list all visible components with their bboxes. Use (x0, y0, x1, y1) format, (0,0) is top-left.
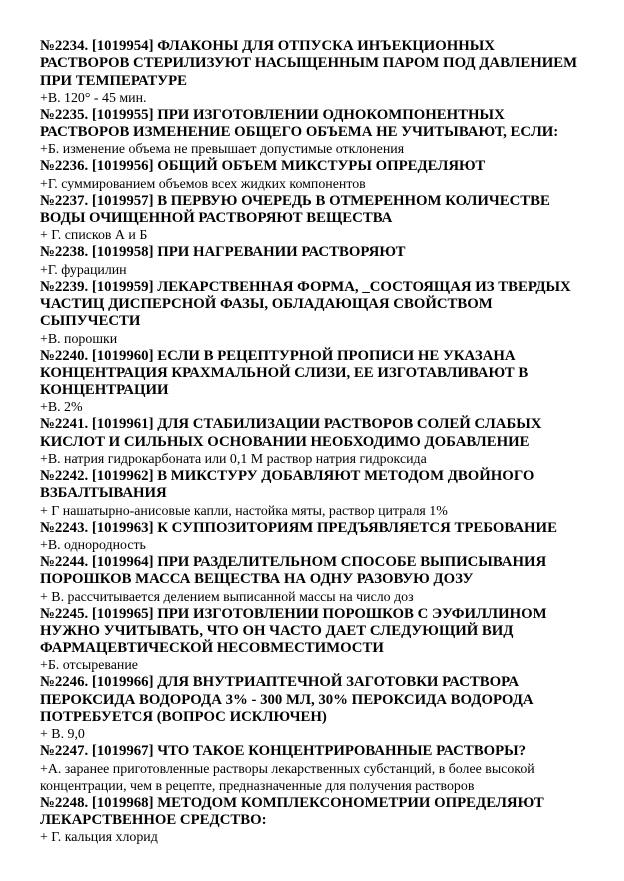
question-2241: №2241. [1019961] ДЛЯ СТАБИЛИЗАЦИИ РАСТВОРОВ СОЛЕЙ СЛАБЫХ КИСЛОТ И СИЛЬНЫХ ОСНОВАНИИ НЕОБХОДИМО ДОБАВЛЕНИЕ (40, 416, 546, 450)
question-2235: №2235. [1019955] ПРИ ИЗГОТОВЛЕНИИ ОДНОКОМПОНЕНТНЫХ РАСТВОРОВ ИЗМЕНЕНИЕ ОБЩЕГО ОБЪЕМА НЕ УЧИТЫВАЮТ, ЕСЛИ: (40, 106, 559, 141)
question-2236: №2236. [1019956] ОБЩИЙ ОБЪЕМ МИКСТУРЫ ОПРЕДЕЛЯЮТ (40, 158, 486, 175)
answer-2236: +Г. суммированием объемов всех жидких компонентов (40, 176, 366, 192)
question-2234: №2234. [1019954] ФЛАКОНЫ ДЛЯ ОТПУСКА ИНЪЕКЦИОННЫХ РАСТВОРОВ СТЕРИЛИЗУЮТ НАСЫЩЕННЫМ ПАРОМ ПОД ДАВЛЕНИЕМ ПРИ ТЕМПЕРАТУРЕ (40, 38, 581, 89)
answer-2240: +В. 2% (40, 400, 83, 416)
question-2247: №2247. [1019967] ЧТО ТАКОЕ КОНЦЕНТРИРОВАННЫЕ РАСТВОРЫ? (40, 743, 527, 760)
answer-2238: +Г. фурацилин (40, 262, 127, 278)
question-2242: №2242. [1019962] В МИКСТУРУ ДОБАВЛЯЮТ МЕТОДОМ ДВОЙНОГО ВЗБАЛТЫВАНИЯ (40, 468, 539, 502)
answer-2237: + Г. списков А и Б (40, 228, 148, 244)
answer-2248: + Г. кальция хлорид (40, 830, 158, 846)
answer-2241: +В. натрия гидрокарбоната или 0,1 М раствор натрия гидроксида (40, 452, 427, 468)
question-2243: №2243. [1019963] К СУППОЗИТОРИЯМ ПРЕДЪЯВЛЯЕТСЯ ТРЕБОВАНИЕ (40, 519, 557, 536)
answer-2243: +В. однородность (40, 537, 146, 553)
question-2245: №2245. [1019965] ПРИ ИЗГОТОВЛЕНИИ ПОРОШКОВ С ЭУФИЛЛИНОМ НУЖНО УЧИТЫВАТЬ, ЧТО ОН ЧАСТО ДАЕТ СЛЕДУЮЩИЙ ВИД ФАРМАЦЕВТИЧЕСКОЙ НЕСОВМЕСТИМОСТИ (40, 605, 551, 657)
answer-2245: +Б. отсыревание (40, 658, 138, 674)
answer-2239: +В. порошки (40, 331, 118, 347)
question-2246: №2246. [1019966] ДЛЯ ВНУТРИАПТЕЧНОЙ ЗАГОТОВКИ РАСТВОРА ПЕРОКСИДА ВОДОРОДА 3% - 300 МЛ, 30% ПЕРОКСИДА ВОДОРОДА ПОТРЕБУЕТСЯ (ВОПРОС ИСКЛЮЧЕН) (40, 674, 538, 726)
question-2240: №2240. [1019960] ЕСЛИ В РЕЦЕПТУРНОЙ ПРОПИСИ НЕ УКАЗАНА КОНЦЕНТРАЦИЯ КРАХМАЛЬНОЙ СЛИЗИ, ЕЕ ИЗГОТАВЛИВАЮТ В КОНЦЕНТРАЦИИ (40, 347, 532, 399)
question-2244: №2244. [1019964] ПРИ РАЗДЕЛИТЕЛЬНОМ СПОСОБЕ ВЫПИСЫВАНИЯ ПОРОШКОВ МАССА ВЕЩЕСТВА НА ОДНУ РАЗОВУЮ ДОЗУ (40, 553, 550, 588)
answer-2247: +А. заранее приготовленные растворы лекарственных субстанций, в более высокой концентрации, чем в рецепте, предназначенные для получения растворов (40, 761, 539, 794)
question-2238: №2238. [1019958] ПРИ НАГРЕВАНИИ РАСТВОРЯЮТ (40, 244, 406, 261)
answer-2244: + В. рассчитывается делением выписанной массы на число доз (40, 589, 414, 605)
answer-2235: +Б. изменение объема не превышает допустимые отклонения (40, 142, 405, 158)
question-2237: №2237. [1019957] В ПЕРВУЮ ОЧЕРЕДЬ В ОТМЕРЕННОМ КОЛИЧЕСТВЕ ВОДЫ ОЧИЩЕННОЙ РАСТВОРЯЮТ ВЕЩЕСТВА (40, 192, 554, 227)
answer-2246: + В. 9,0 (40, 727, 85, 743)
question-2239: №2239. [1019959] ЛЕКАРСТВЕННАЯ ФОРМА, _СОСТОЯЩАЯ ИЗ ТВЕРДЫХ ЧАСТИЦ ДИСПЕРСНОЙ ФАЗЫ, ОБЛАДАЮЩАЯ СВОЙСТВОМ СЫПУЧЕСТИ (40, 278, 575, 330)
answer-2242: + Г нашатырно-анисовые капли, настойка мяты, раствор цитраля 1% (40, 503, 448, 519)
question-2248: №2248. [1019968] МЕТОДОМ КОМПЛЕКСОНОМЕТРИИ ОПРЕДЕЛЯЮТ ЛЕКАРСТВЕННОЕ СРЕДСТВО: (40, 794, 548, 828)
answer-2234: +В. 120° - 45 мин. (40, 90, 147, 106)
